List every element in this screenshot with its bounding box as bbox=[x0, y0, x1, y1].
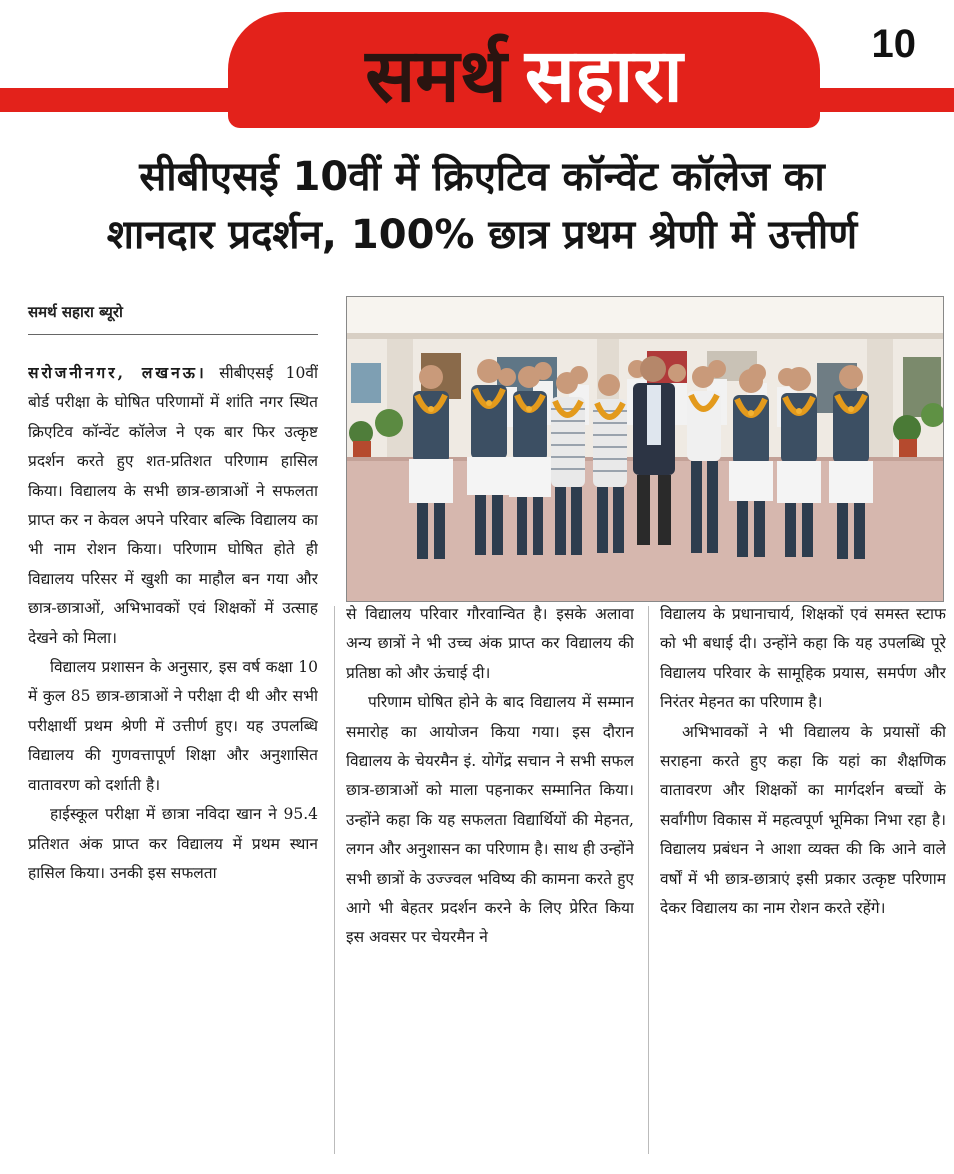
masthead-title bbox=[228, 28, 820, 124]
news-photo bbox=[346, 296, 944, 602]
article-paragraph: परिणाम घोषित होने के बाद विद्यालय में सम्मान समारोह का आयोजन किया गया। इस दौरान विद्यालय के चेयरमैन इं. योगेंद्र सचान ने सभी सफल छात्र-छात्राओं को माला पहनाकर सम्मानित किया। उन्होंने कहा कि यह सफलता विद्यार्थियों की मेहनत, लगन और अनुशासन का परिणाम है। साथ ही उन्होंने सभी छात्रों के उज्ज्वल भविष्य की कामना करते हुए आगे भी बेहतर प्रदर्शन करने के लिए प्रेरित किया इस अवसर पर चेयरमैन ने bbox=[346, 693, 634, 947]
article-paragraph: सीबीएसई 10वीं बोर्ड परीक्षा के घोषित परिणामों में शांति नगर स्थित क्रिएटिव कॉन्वेंट कॉलेज ने एक बार फिर उत्कृष्ट प्रदर्शन करते हुए शत-प्रतिशत परिणाम हासिल किया। विद्यालय के सभी छात्र-छात्राओं ने सफलता प्राप्त कर न केवल अपने परिवार बल्कि विद्यालय का भी नाम रोशन किया। परिणाम घोषित होते ही विद्यालय परिसर में खुशी का माहौल बन गया और छात्र-छात्राओं, अभिभावकों एवं शिक्षकों में उत्साह देखने को मिला। bbox=[28, 364, 318, 647]
dateline: सरोजनीनगर, लखनऊ। bbox=[28, 363, 207, 382]
article-paragraph: अभिभावकों ने भी विद्यालय के प्रयासों की सराहना करते हुए कहा कि यहां का शैक्षणिक वातावरण और शिक्षकों का मार्गदर्शन बच्चों के सर्वांगीण विकास में महत्वपूर्ण भूमिका निभा रहा है। विद्यालय प्रबंधन ने आशा व्यक्त की कि आने वाले वर्षों में भी छात्र-छात्राएं इसी प्रकार उत्कृष्ट परिणाम देकर विद्यालय का नाम रोशन करते रहेंगे। bbox=[660, 722, 946, 918]
article-paragraph: विद्यालय प्रशासन के अनुसार, इस वर्ष कक्षा 10 में कुल 85 छात्र-छात्राओं ने परीक्षा दी थी और सभी परीक्षार्थी प्रथम श्रेणी में उत्तीर्ण हुए। यह उपलब्धि विद्यालय की गुणवत्तापूर्ण शिक्षा और अनुशासित वातावरण को दर्शाती है। bbox=[28, 658, 318, 794]
article-column-3 bbox=[660, 600, 946, 1160]
byline: समर्थ सहारा ब्यूरो bbox=[28, 303, 123, 321]
byline-divider bbox=[28, 334, 318, 335]
article-paragraph: विद्यालय के प्रधानाचार्य, शिक्षकों एवं समस्त स्टाफ को भी बधाई दी। उन्होंने कहा कि यह उपलब्धि पूरे विद्यालय परिवार के सामूहिक प्रयास, समर्पण और निरंतर मेहनत का परिणाम है। bbox=[660, 605, 946, 712]
column-divider bbox=[334, 606, 335, 1154]
article-column-2 bbox=[346, 600, 634, 1160]
page-number: 10 bbox=[871, 22, 916, 66]
headline-line1: सीबीएसई 10वीं में क्रिएटिव कॉन्वेंट कॉलेज का bbox=[139, 154, 825, 200]
headline-line2: शानदार प्रदर्शन, 100% छात्र प्रथम श्रेणी में उत्तीर्ण bbox=[106, 212, 858, 258]
headline bbox=[20, 148, 944, 264]
article-paragraph: हाईस्कूल परीक्षा में छात्रा नविदा खान ने 95.4 प्रतिशत अंक प्राप्त कर विद्यालय में प्रथम स्थान हासिल किया। उनकी इस सफलता bbox=[28, 805, 318, 882]
masthead-title-part1: समर्थ bbox=[365, 33, 507, 119]
article-column-1 bbox=[28, 358, 318, 1158]
column-divider bbox=[648, 606, 649, 1154]
article-paragraph: से विद्यालय परिवार गौरवान्वित है। इसके अलावा अन्य छात्रों ने भी उच्च अंक प्राप्त कर विद्यालय की प्रतिष्ठा को और ऊंचाई दी। bbox=[346, 605, 634, 682]
masthead-title-part2: सहारा bbox=[524, 33, 683, 119]
